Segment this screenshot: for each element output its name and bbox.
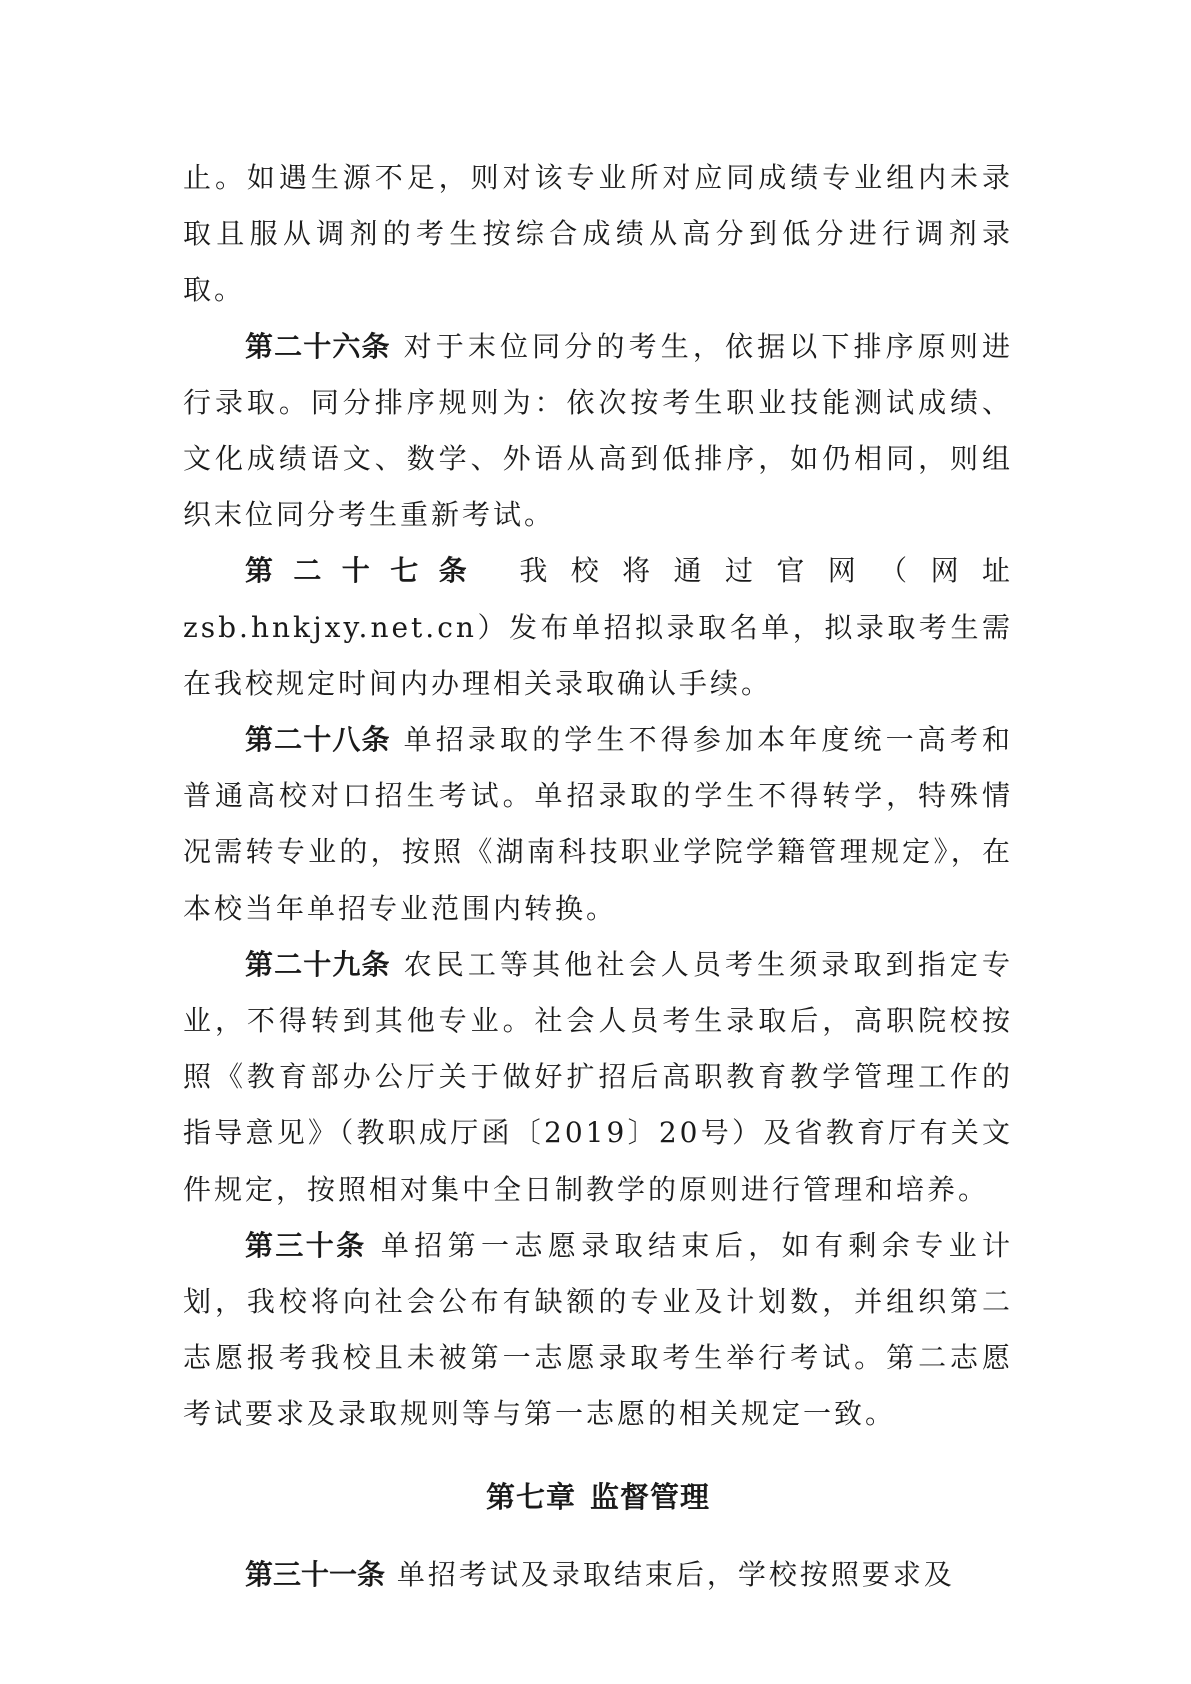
article-heading: 第三十一条 — [245, 1557, 386, 1591]
paragraph-continuation — [183, 150, 1013, 319]
article-heading: 第二十七条 — [245, 554, 488, 588]
article-30 — [183, 1218, 1013, 1443]
article-27 — [183, 543, 1013, 712]
article-28 — [183, 712, 1013, 937]
article-text: 对于末位同分的考生，依据以下排序原则进行录取。同分排序规则为：依次按考生职业技能测试成绩、文化成绩语文、数学、外语从高到低排序，如仍相同，则组织末位同分考生重新考试。 — [183, 329, 1013, 532]
article-text: 单招录取的学生不得参加本年度统一高考和普通高校对口招生考试。单招录取的学生不得转学，特殊情况需转专业的，按照《湖南科技职业学院学籍管理规定》，在本校当年单招专业范围内转换。 — [183, 723, 1013, 925]
article-heading: 第二十九条 — [245, 947, 391, 981]
chapter-heading — [183, 1467, 1013, 1527]
chapter-number: 第七章 — [485, 1479, 576, 1514]
article-text: 单招考试及录取结束后，学校按照要求及 — [396, 1557, 955, 1591]
paragraph-text: 止。如遇生源不足，则对该专业所对应同成绩专业组内未录取且服从调剂的考生按综合成绩从高分到低分进行调剂录取。 — [183, 161, 1013, 307]
article-31 — [183, 1547, 1013, 1603]
chapter-title: 监督管理 — [590, 1479, 711, 1514]
article-heading: 第二十六条 — [245, 329, 391, 363]
article-29 — [183, 937, 1013, 1218]
article-text: 单招第一志愿录取结束后，如有剩余专业计划，我校将向社会公布有缺额的专业及计划数，并组织第二志愿报考我校且未被第一志愿录取考生举行考试。第二志愿考试要求及录取规则等与第一志愿的相关规定一致。 — [183, 1228, 1013, 1431]
article-26 — [183, 319, 1013, 544]
article-text: 我校将通过官网（网址zsb.hnkjxy.net.cn）发布单招拟录取名单，拟录取考生需在我校规定时间内办理相关录取确认手续。 — [183, 554, 1013, 700]
document-body — [183, 150, 1013, 1603]
article-heading: 第二十八条 — [245, 723, 391, 757]
article-text: 农民工等其他社会人员考生须录取到指定专业，不得转到其他专业。社会人员考生录取后，高职院校按照《教育部办公厅关于做好扩招后高职教育教学管理工作的指导意见》（教职成厅函〔2019〕20号）及省教育厅有关文件规定，按照相对集中全日制教学的原则进行管理和培养。 — [183, 947, 1013, 1206]
article-heading: 第三十条 — [245, 1228, 367, 1262]
